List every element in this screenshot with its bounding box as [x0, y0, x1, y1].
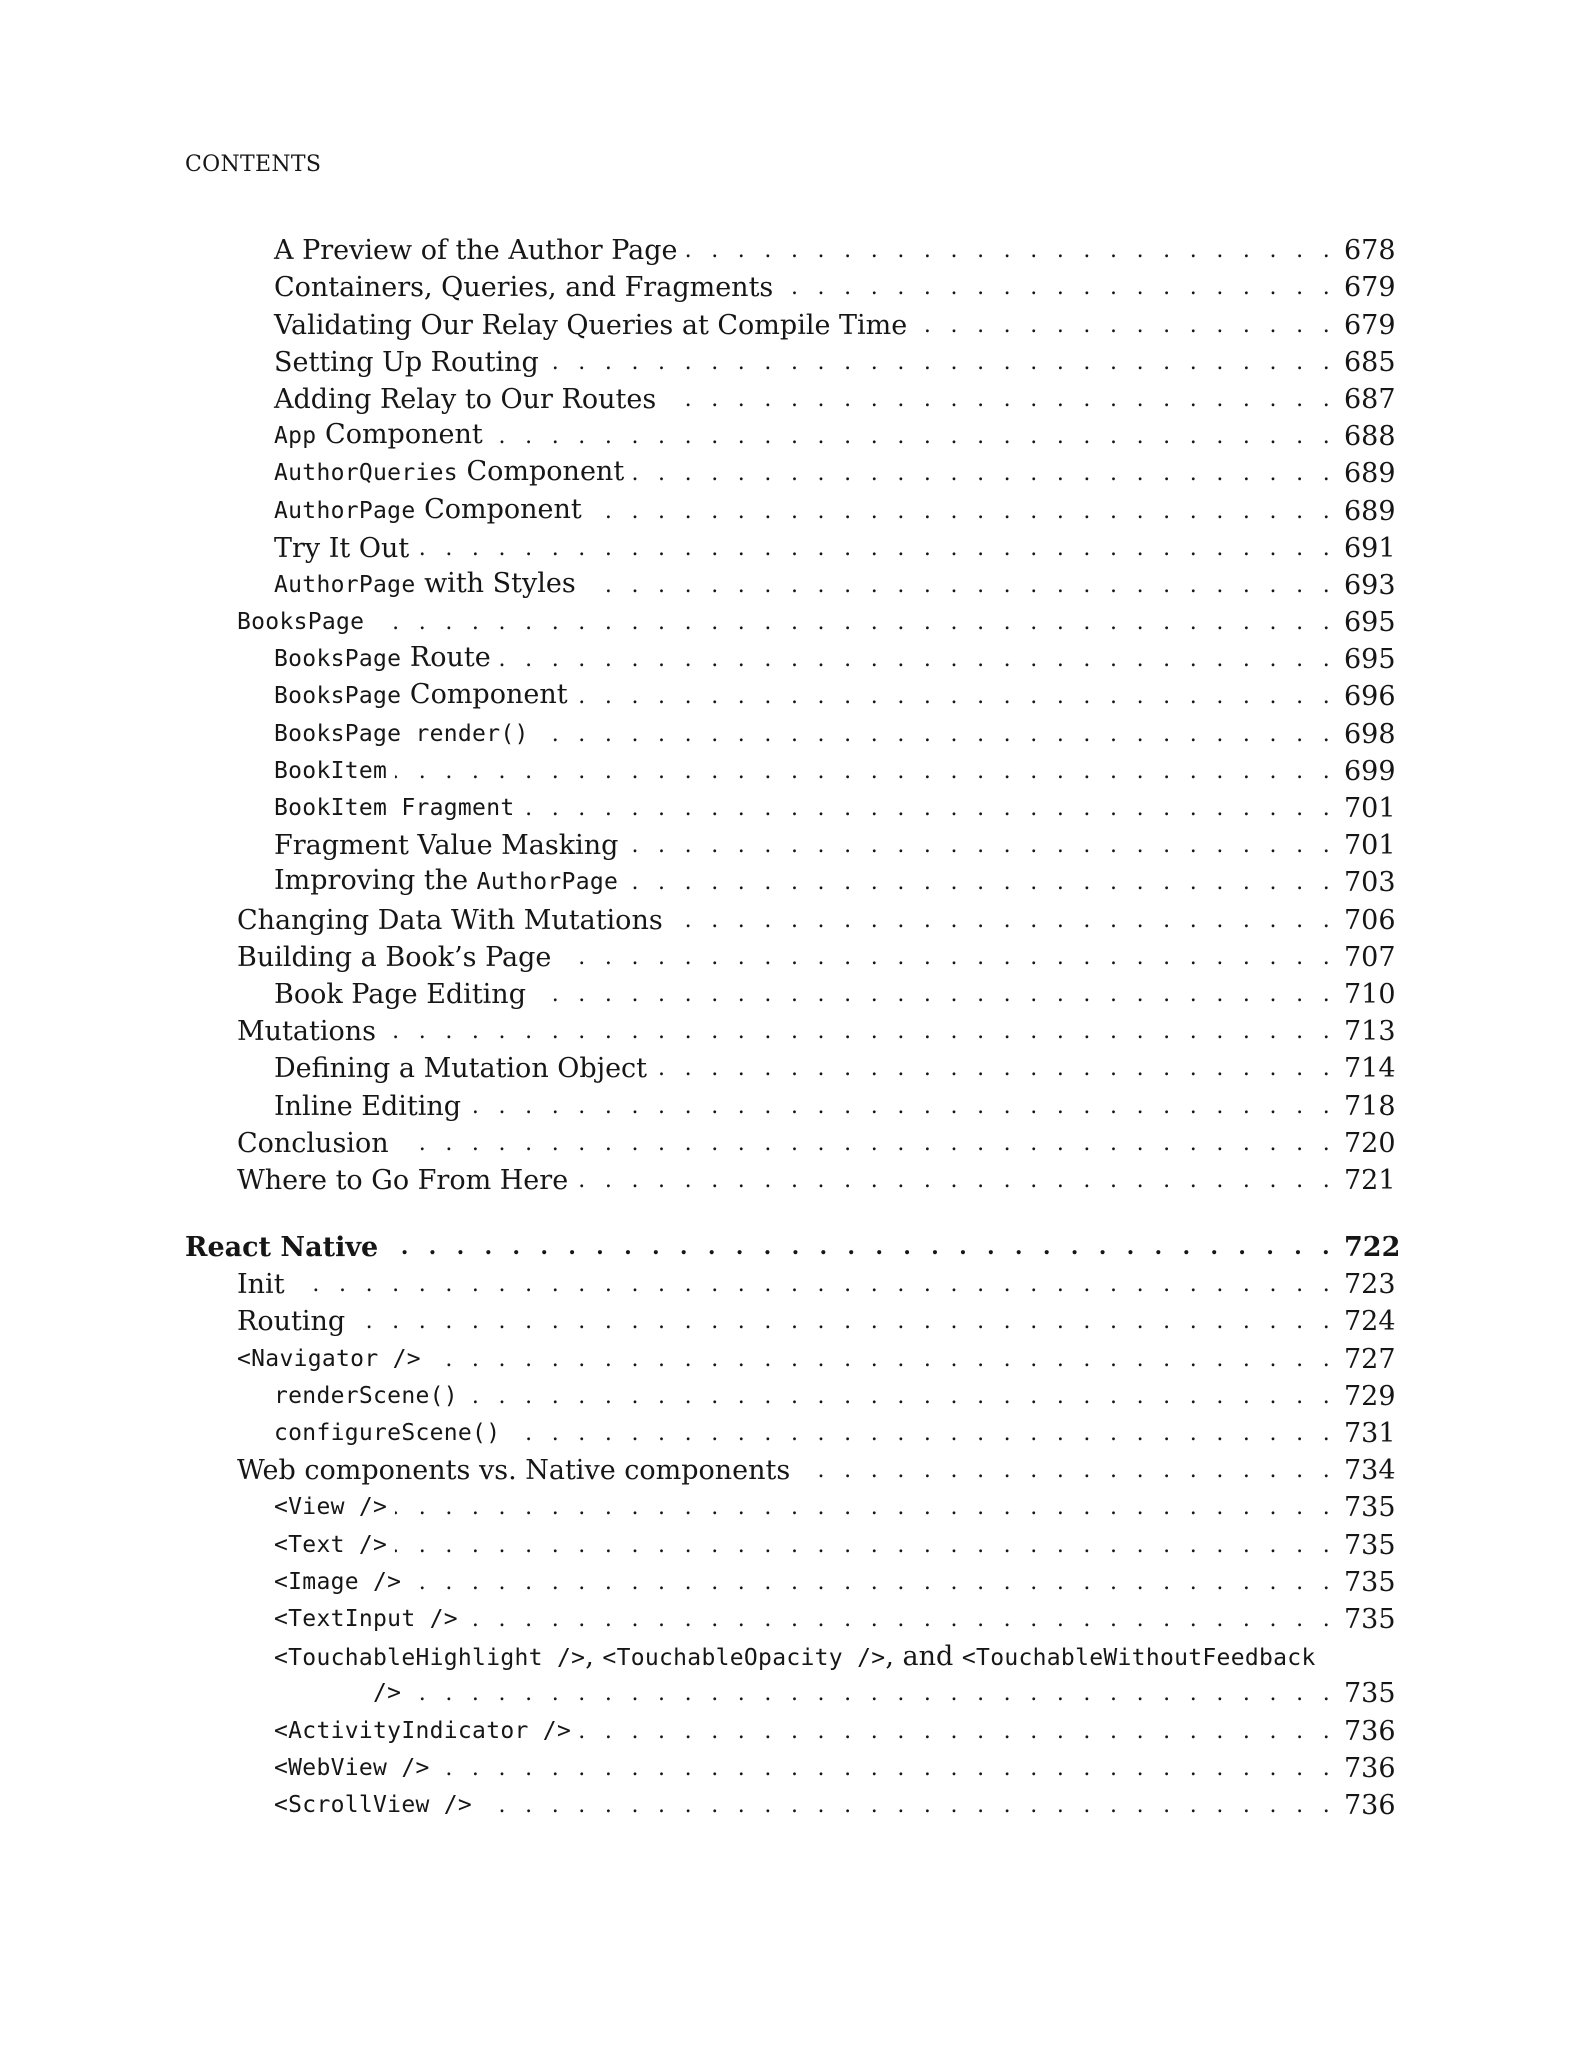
dot-leader [579, 1713, 1336, 1750]
dot-leader [438, 1750, 1336, 1787]
dot-leader [547, 344, 1336, 381]
page-number: 731 [1344, 1418, 1396, 1449]
page-number: 685 [1344, 346, 1396, 378]
toc-entry[interactable] [185, 1303, 1396, 1340]
page-number: 718 [1344, 1090, 1396, 1122]
toc-entry[interactable] [185, 1013, 1396, 1050]
dot-leader [466, 1601, 1336, 1638]
page-number: 689 [1344, 495, 1396, 527]
toc-entry-title: configureScene() [274, 1420, 501, 1446]
dot-leader [499, 641, 1336, 678]
page-number: 693 [1344, 569, 1396, 601]
page-number: 695 [1344, 607, 1396, 639]
dot-leader [590, 493, 1336, 530]
toc-entry-title: Adding Relay to Our Routes [274, 383, 657, 415]
toc-entry[interactable] [185, 455, 1396, 492]
toc-entry-title: BooksPage Route [274, 642, 491, 674]
page-number: 735 [1344, 1566, 1396, 1598]
toc-entry-title: <ScrollView /> [274, 1791, 473, 1818]
dot-leader [469, 1088, 1336, 1125]
dot-leader [353, 1303, 1336, 1340]
dot-leader [480, 1787, 1336, 1824]
toc-entry-wrapped-continuation[interactable] [185, 1675, 1396, 1712]
toc-entry[interactable] [185, 1266, 1396, 1303]
toc-entry-title: Conclusion [237, 1127, 389, 1159]
toc-entry-title: <Text /> [274, 1531, 388, 1558]
dot-leader [395, 753, 1336, 790]
toc-entry-title: /> [373, 1680, 402, 1707]
dot-leader [664, 381, 1336, 418]
toc-entry-title: Where to Go From Here [237, 1164, 569, 1196]
dot-leader [409, 1675, 1336, 1712]
table-of-contents [185, 232, 1401, 1824]
page-number: 735 [1344, 1492, 1396, 1524]
toc-entry-title: <ActivityIndicator /> [274, 1717, 572, 1744]
page-number: 710 [1344, 978, 1396, 1010]
toc-entry-title: Try It Out [274, 532, 410, 564]
dot-leader [537, 716, 1336, 753]
toc-entry-title: A Preview of the Author Page [274, 235, 678, 267]
toc-entry[interactable] [185, 269, 1396, 306]
toc-entry-title: Routing [237, 1306, 346, 1338]
toc-entry-title: <WebView /> [274, 1754, 430, 1781]
dot-leader [429, 1341, 1336, 1378]
page-number: 699 [1344, 755, 1396, 787]
page-number: 679 [1344, 309, 1396, 341]
page-number: 735 [1344, 1603, 1396, 1635]
dot-leader [466, 1378, 1336, 1415]
toc-entry-title: Changing Data With Mutations [237, 904, 663, 936]
toc-entry-title: Containers, Queries, and Fragments [274, 272, 774, 304]
toc-entry[interactable] [185, 306, 1396, 343]
dot-leader [576, 678, 1336, 715]
toc-entry-title: Mutations [237, 1016, 376, 1048]
toc-entry[interactable] [185, 1526, 1396, 1563]
toc-entry[interactable] [185, 492, 1396, 529]
page-number: 701 [1344, 793, 1396, 824]
page-number: 736 [1344, 1715, 1396, 1747]
dot-leader [798, 1452, 1336, 1489]
page-number: 736 [1344, 1752, 1396, 1784]
dot-leader [417, 530, 1336, 567]
toc-entry[interactable] [185, 678, 1396, 715]
dot-leader [781, 269, 1336, 306]
dot-leader [523, 790, 1336, 827]
page-number: 714 [1344, 1053, 1396, 1085]
toc-entry[interactable] [185, 1712, 1396, 1749]
toc-entry-title: AuthorQueries Component [274, 456, 625, 488]
toc-entry[interactable] [185, 1489, 1396, 1526]
toc-entry-title: Web components vs. Native components [237, 1455, 791, 1487]
toc-entry[interactable] [185, 1787, 1396, 1824]
toc-entry-title: <View /> [274, 1494, 388, 1521]
dot-leader [632, 455, 1336, 492]
page-number: 703 [1344, 867, 1396, 899]
dot-leader [395, 1489, 1336, 1526]
toc-entry-title: BooksPage [237, 609, 365, 636]
dot-leader [584, 567, 1336, 604]
page-number: 687 [1344, 383, 1396, 415]
toc-entry-title: <Navigator /> [237, 1345, 421, 1372]
toc-entry-title: <Image /> [274, 1568, 402, 1595]
toc-entry[interactable] [185, 1750, 1396, 1787]
toc-entry[interactable] [185, 232, 1396, 269]
toc-entry[interactable] [185, 1162, 1396, 1199]
toc-entry[interactable] [185, 790, 1396, 827]
dot-leader [395, 1527, 1336, 1564]
page-number: 721 [1344, 1164, 1396, 1196]
toc-entry-title: <TextInput /> [274, 1605, 458, 1632]
page-number: 678 [1344, 235, 1396, 267]
dot-leader [534, 976, 1336, 1013]
dot-leader [384, 1013, 1336, 1050]
toc-entry[interactable] [185, 1564, 1396, 1601]
page-number: 688 [1344, 421, 1396, 453]
page-number: 735 [1344, 1529, 1396, 1561]
toc-entry[interactable] [185, 827, 1396, 864]
page-number: 701 [1344, 830, 1396, 862]
toc-entry-title: Inline Editing [274, 1090, 462, 1122]
page-number: 736 [1344, 1789, 1396, 1821]
toc-entry[interactable] [185, 641, 1396, 678]
dot-leader [409, 1564, 1336, 1601]
toc-entry-title: BooksPage Component [274, 679, 568, 711]
dot-leader [576, 1162, 1336, 1199]
toc-entry[interactable] [185, 1378, 1396, 1415]
toc-entry-wrapped-first-line[interactable]: <TouchableHighlight />, <TouchableOpacity />, and <TouchableWithoutFeedback [274, 1640, 1316, 1672]
toc-chapter-entry[interactable] [185, 1229, 1401, 1266]
page-number: 713 [1344, 1016, 1396, 1048]
toc-entry-title: BookItem Fragment [274, 795, 515, 821]
page-number: 698 [1344, 718, 1396, 750]
toc-entry[interactable] [185, 567, 1396, 604]
toc-entry[interactable] [185, 1050, 1396, 1087]
dot-leader [372, 604, 1336, 641]
page-number: 695 [1344, 644, 1396, 676]
page-number: 722 [1344, 1232, 1401, 1264]
toc-entry[interactable] [185, 604, 1396, 641]
toc-entry-title: AuthorPage with Styles [274, 567, 576, 599]
dot-leader [508, 1415, 1336, 1452]
toc-entry-title: App Component [274, 419, 483, 451]
toc-entry-title: AuthorPage Component [274, 493, 582, 525]
toc-entry[interactable] [185, 1340, 1396, 1377]
page-number: 679 [1344, 272, 1396, 304]
toc-entry[interactable] [185, 1087, 1396, 1124]
running-header: CONTENTS [185, 152, 322, 177]
toc-entry[interactable] [185, 976, 1396, 1013]
toc-entry[interactable] [185, 901, 1396, 938]
dot-leader [626, 864, 1336, 901]
page-number: 724 [1344, 1306, 1396, 1338]
toc-entry[interactable] [185, 753, 1396, 790]
page-number: 729 [1344, 1380, 1396, 1412]
toc-entry-title: Building a Book’s Page [237, 941, 552, 973]
toc-entry[interactable] [185, 1452, 1396, 1489]
toc-entry[interactable] [185, 418, 1396, 455]
dot-leader [293, 1266, 1336, 1303]
dot-leader [626, 827, 1336, 864]
toc-entry[interactable] [185, 1415, 1396, 1452]
dot-leader [386, 1229, 1336, 1266]
toc-entry[interactable] [185, 1125, 1396, 1162]
toc-entry-title: Fragment Value Masking [274, 830, 619, 862]
dot-leader [397, 1125, 1336, 1162]
toc-entry[interactable] [185, 530, 1396, 567]
page-number: 706 [1344, 904, 1396, 936]
page-number: 691 [1344, 532, 1396, 564]
toc-entry-title: renderScene() [274, 1382, 458, 1409]
dot-leader [559, 939, 1336, 976]
toc-entry-title: BookItem [274, 757, 388, 784]
toc-entry-title: Validating Our Relay Queries at Compile Time [274, 309, 908, 341]
toc-entry-title: BooksPage render() [274, 720, 529, 747]
toc-entry[interactable] [185, 1601, 1396, 1638]
toc-entry[interactable] [185, 344, 1396, 381]
page-number: 696 [1344, 681, 1396, 713]
page-number: 723 [1344, 1269, 1396, 1301]
toc-entry[interactable] [185, 864, 1396, 901]
dot-leader [491, 418, 1336, 455]
page-number: 720 [1344, 1127, 1396, 1159]
dot-leader [686, 232, 1336, 269]
toc-entry-title: Init [237, 1269, 285, 1301]
toc-entry-title: Improving the AuthorPage [274, 865, 619, 897]
page-number: 689 [1344, 458, 1396, 490]
page-number: 727 [1344, 1343, 1396, 1375]
toc-entry-title: Setting Up Routing [274, 346, 539, 378]
dot-leader [655, 1050, 1336, 1087]
dot-leader [915, 307, 1336, 344]
toc-chapter-title: React Native [185, 1232, 379, 1264]
page-number: 734 [1344, 1455, 1396, 1487]
toc-entry[interactable] [185, 939, 1396, 976]
toc-entry-title: Defining a Mutation Object [274, 1053, 648, 1085]
toc-entry-title: Book Page Editing [274, 978, 526, 1010]
toc-entry[interactable] [185, 715, 1396, 752]
dot-leader [671, 902, 1336, 939]
toc-entry[interactable] [185, 381, 1396, 418]
page-number: 735 [1344, 1678, 1396, 1710]
page-number: 707 [1344, 941, 1396, 973]
